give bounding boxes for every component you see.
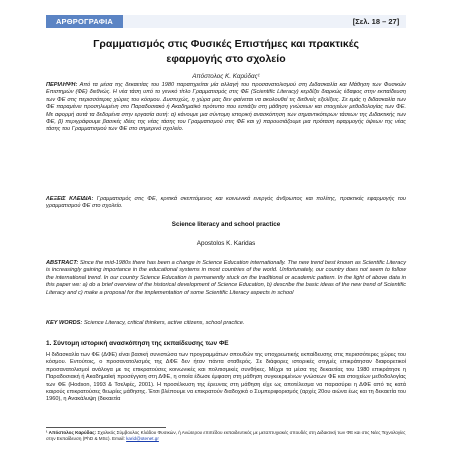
abstract-english-text: Since the mid-1980s there has been a change in Science Education internationally. The new trend best known as Scientific Literacy is increasingly gaining importance in the educational systems in most countries of the world. Unfortunately, our country does not seem to follow the international trend. In our country Science Education is permanently stuck on the traditional or academic pattern. In the light of above data in this paper we: a) do a brief overview of the historical development of Science Education, b) describe the basic ideas of the new trend of Scientific Literacy and c) make a proposal for the implementation of some Scientific Literacy aspects in school xyxy=(46,260,406,296)
footnote xyxy=(46,430,406,442)
footnote-email-link[interactable]: karid@otenet.gr xyxy=(126,436,159,442)
abstract-greek xyxy=(46,82,406,134)
abstract-greek-label: ΠΕΡΙΛΗΨΗ: xyxy=(46,82,78,88)
abstract-english xyxy=(46,260,406,297)
footnote-text: Σχολικός Σύμβουλος Κλάδου Φυσικών, ή Ανώτερου επιπέδου εκπαιδευτικός με μεταπτυχιακές σπουδές στη Διδακτική των ΦΕ και στις Νέες Τεχνολογίες στην Εκπαίδευση (PhD & MSc). Email: xyxy=(46,430,406,442)
keywords-greek xyxy=(46,196,406,211)
keywords-greek-label: ΛΕΞΕΙΣ ΚΛΕΙΔΙΑ: xyxy=(46,196,94,202)
page-range: [Σελ. 18 – 27] xyxy=(346,15,406,28)
abstract-english-label: ABSTRACT: xyxy=(46,260,79,266)
title-line-1: Γραμματισμός στις Φυσικές Επιστήμες και πρακτικές xyxy=(93,38,359,50)
abstract-greek-text: Από τα μέσα της δεκαετίας του 1980 παρατηρείται μία αλλαγή του προσανατολισμού στη Διδασκαλία και Μάθηση των Φυσικών Επιστημών (ΦΕ) διεθνώς. Η νέα τάση υπό το γενικό τίτλο Γραμματισμός στις ΦΕ (Scientific Literacy) κερδίζει διαρκώς έδαφος στην εκπαίδευση των ΦΕ στις περισσότερες χώρες του κόσμου. Δυστυχώς, η χώρα μας δεν φαίνεται να ακολουθεί τις διεθνείς εξελίξεις. Σε εμάς η διδασκαλία των ΦΕ παραμένει προσηλωμένη στο Παραδοσιακό ή Ακαδημαϊκό πρότυπο που εστιάζει στη μάθηση γνώσεων και στοιχείων μεθοδολογίας των ΦΕ. Με αφορμή αυτά τα δεδομένα στην εργασία αυτή: α) κάνουμε μια σύντομη ιστορική ανασκόπηση των σημαντικότερων τάσεων της Διδακτικής των ΦΕ, β) περιγράφουμε βασικές ιδέες της νέας τάσης του Γραμματισμού στις ΦΕ και γ) παρουσιάζουμε μια πρόταση εφαρμογής όψεων της νέας τάσης του Γραμματισμού των ΦΕ στο σημερινό σχολείο. xyxy=(46,82,406,133)
keywords-english-label: KEY WORDS: xyxy=(46,320,83,326)
author-english: Apostolos K. Karidas xyxy=(196,240,256,247)
english-title: Science literacy and school practice xyxy=(171,221,281,228)
keywords-english xyxy=(46,320,406,327)
article-title xyxy=(46,37,406,67)
footnote-label: ¹ Απόστολος Καρύδας: xyxy=(46,430,97,435)
title-line-2: εφαρμογής στο σχολείο xyxy=(166,53,286,65)
footnote-divider xyxy=(46,427,166,428)
header-bar xyxy=(123,15,346,28)
keywords-english-text: Science Literacy, critical thinkers, active citizens, school practice. xyxy=(83,320,245,326)
author-greek: Απόστολος Κ. Καρύδας¹ xyxy=(192,73,260,80)
keywords-greek-text: Γραμματισμός στις ΦΕ, κριτικά σκεπτόμενος και κοινωνικά ενεργός άνθρωπος και πολίτης, πρακτικές εφαρμογής του γραμματισμού ΦΕ στο σχολείο. xyxy=(46,196,406,210)
section-heading: 1. Σύντομη ιστορική ανασκόπηση της εκπαίδευσης των ΦΕ xyxy=(46,340,229,347)
section-body: Η διδασκαλία των ΦΕ (ΔΦΕ) είναι βασική συνιστώσα των προγραμμάτων σπουδών της υποχρεωτικής εκπαίδευσης στις περισσότερες χώρες του κόσμου. Εντούτοις, ο προσανατολισμός της ΔΦΕ δεν ήταν πάντα σταθερός. Σε διάφορες ιστορικές στιγμές επικράτησαν διαφορετικοί προσανατολισμοί ανάλογα με τις επικρατούσες κοινωνικές και πολιτισμικές συνθήκες. Μέχρι τα μέσα της δεκαετίας του 1980 επικράτησε η Παραδοσιακή ή Ακαδημαϊκή προσέγγιση στη ΔΦΕ, η οποία έδωσε έμφαση στη μάθηση συγκεκριμένων γνώσεων ΦΕ και στοιχείων μεθοδολογίας των ΦΕ (Hodson, 1993 & Τσελφές, 2001). Η προσέλκυση της έρευνας στη μάθηση είχε ως αποτέλεσμα να παρασύρει η ΔΦΕ από τις κατά καιρούς επικρατούσες θεωρίες μάθησης. Έτσι βλέπουμε να επικρατούν διαδοχικά ο Συμπεριφορισμός (αρχές 20ου αιώνα έως και τη δεκαετία του 1960), η Ανακάλυψη (δεκαετία xyxy=(46,352,406,403)
section-label: ΑΡΘΡΟΓΡΑΦΙΑ xyxy=(46,15,123,28)
